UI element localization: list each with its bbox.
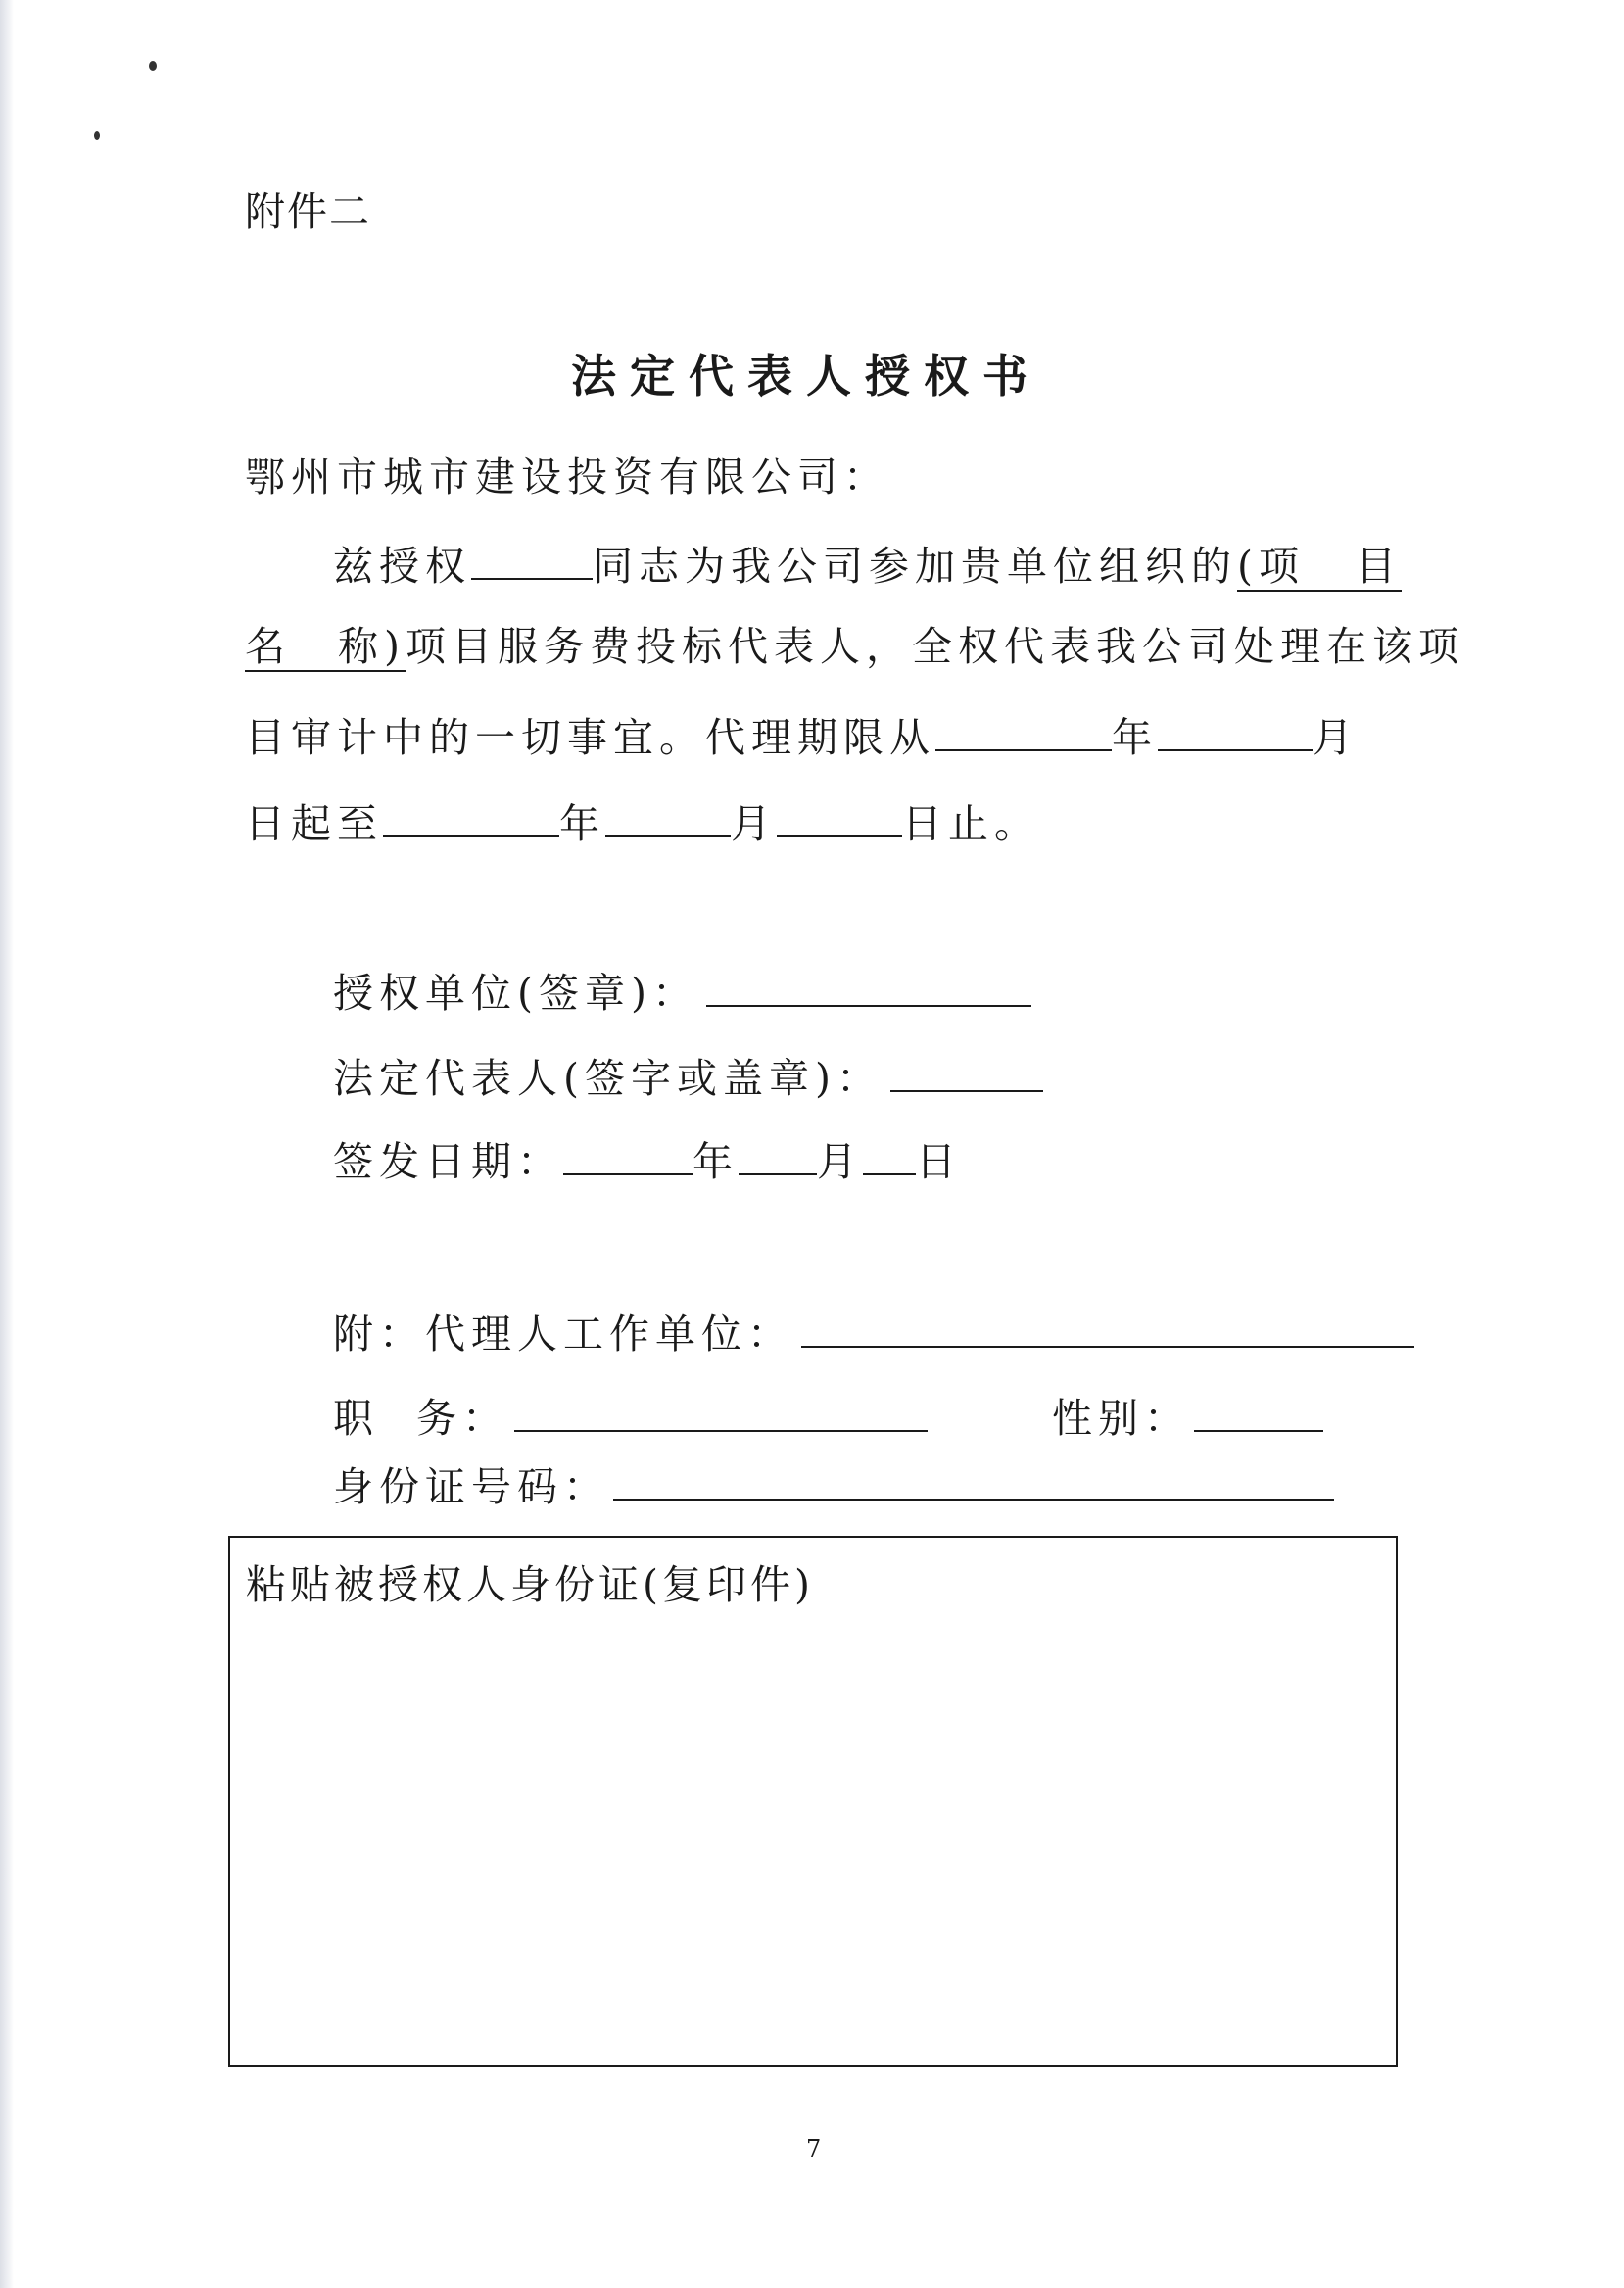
attachment-label: 附件二 (245, 188, 371, 235)
year-text: 年 (1112, 714, 1158, 761)
body-text: 日起至 (245, 800, 383, 847)
scan-speck (149, 61, 157, 71)
agent-unit-label: 附：代理人工作单位： (333, 1311, 793, 1358)
id-number-blank[interactable] (613, 1461, 1334, 1501)
page-number: 7 (806, 2135, 822, 2163)
gender-blank[interactable] (1194, 1393, 1323, 1432)
issue-year-blank[interactable] (563, 1136, 693, 1175)
body-text: 目审计中的一切事宜。代理期限从 (245, 714, 935, 761)
scan-speck (94, 131, 100, 140)
issue-day-blank[interactable] (863, 1136, 916, 1175)
scan-edge (0, 0, 14, 2288)
month-text: 月 (731, 800, 777, 847)
legal-rep-row (333, 1053, 1043, 1102)
end-day-blank[interactable] (777, 798, 902, 837)
body-line-1 (333, 541, 1402, 590)
end-month-blank[interactable] (605, 798, 731, 837)
addressee: 鄂州市城市建设投资有限公司： (245, 453, 889, 500)
month-text: 月 (817, 1138, 863, 1185)
body-line-4 (245, 798, 1040, 847)
id-copy-paste-box (228, 1536, 1398, 2067)
agent-id-row (333, 1461, 1334, 1510)
legal-rep-label: 法定代表人(签字或盖章)： (333, 1055, 883, 1102)
body-text: 兹授权 (333, 543, 471, 590)
start-month-blank[interactable] (1158, 712, 1313, 751)
authorizing-unit-label: 授权单位(签章)： (333, 970, 698, 1017)
project-name-placeholder: 名 称) (245, 623, 406, 670)
year-text: 年 (693, 1138, 739, 1185)
agent-name-blank[interactable] (471, 541, 593, 580)
legal-rep-blank[interactable] (890, 1053, 1043, 1092)
agent-unit-blank[interactable] (801, 1309, 1414, 1348)
body-text: 同志为我公司参加贵单位组织的 (593, 543, 1237, 590)
body-line-2 (245, 623, 1464, 670)
end-year-blank[interactable] (383, 798, 559, 837)
id-number-label: 身份证号码： (333, 1463, 609, 1510)
agent-unit-row (333, 1309, 1414, 1358)
start-year-blank[interactable] (935, 712, 1112, 751)
body-text: 项目服务费投标代表人，全权代表我公司处理在该项 (406, 623, 1464, 670)
position-blank[interactable] (514, 1393, 928, 1432)
issue-month-blank[interactable] (739, 1136, 817, 1175)
gender-label: 性别： (1052, 1395, 1190, 1442)
body-line-3 (245, 712, 1359, 761)
agent-gender-row (1052, 1393, 1323, 1442)
year-text: 年 (559, 800, 605, 847)
document-title: 法定代表人授权书 (571, 350, 1041, 403)
authorizing-unit-blank[interactable] (706, 968, 1031, 1007)
agent-position-row (333, 1393, 928, 1442)
project-name-placeholder: (项 目 (1237, 543, 1402, 590)
month-text: 月 (1313, 714, 1359, 761)
paste-box-label: 粘贴被授权人身份证(复印件) (246, 1561, 814, 1608)
day-text: 日 (916, 1138, 962, 1185)
issue-date-label: 签发日期： (333, 1138, 563, 1185)
end-text: 日止。 (902, 800, 1040, 847)
position-label: 职 (333, 1395, 379, 1442)
position-label: 务： (416, 1395, 508, 1442)
authorizing-unit-row (333, 968, 1031, 1017)
issue-date-row (333, 1136, 962, 1185)
